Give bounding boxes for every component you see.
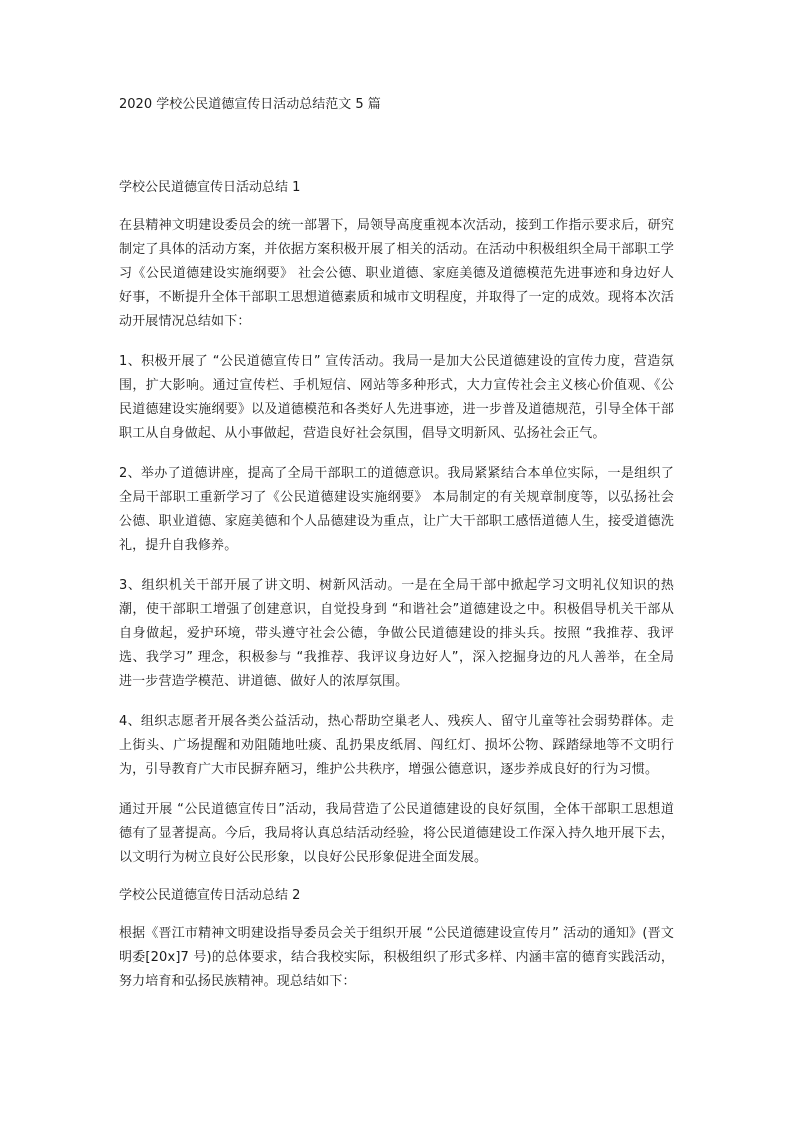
- paragraph: 1、积极开展了 “公民道德宣传日” 宣传活动。我局一是加大公民道德建设的宣传力度，营造氛围，扩大影响。通过宣传栏、手机短信、网站等多种形式，大力宣传社会主义核心价值观、《公民道德建设实施纲要》以及道德模范和各类好人先进事迹，进一步普及道德规范，引导全体干部职工从自身做起、从小事做起，营造良好社会氛围，倡导文明新风、弘扬社会正气。: [119, 354, 674, 441]
- paragraph: 根据《晋江市精神文明建设指导委员会关于组织开展 “公民道德建设宣传月” 活动的通知》(晋文明委[20x]7 号)的总体要求，结合我校实际，积极组织了形式多样、内涵丰富的德育实践活动，努力培育和弘扬民族精神。现总结如下：: [119, 926, 674, 989]
- paragraph: 2、举办了道德讲座，提高了全局干部职工的道德意识。我局紧紧结合本单位实际，一是组织了全局干部职工重新学习了《公民道德建设实施纲要》 本局制定的有关规章制度等，以弘扬社会公德、职业道德、家庭美德和个人品德建设为重点，让广大干部职工感悟道德人生，接受道德洗礼，提升自我修养。: [119, 466, 674, 553]
- paragraph: 3、组织机关干部开展了讲文明、树新风活动。一是在全局干部中掀起学习文明礼仪知识的热潮，使干部职工增强了创建意识，自觉投身到 “和谐社会”道德建设之中。积极倡导机关干部从自身做起，爱护环境，带头遵守社会公德，争做公民道德建设的排头兵。按照 “我推荐、我评选、我学习” 理念，积极参与 “我推荐、我评议身边好人”，深入挖掘身边的凡人善举，在全局进一步营造学模范、讲道德、做好人的浓厚氛围。: [119, 578, 674, 689]
- document-title: 2020 学校公民道德宣传日活动总结范文 5 篇: [119, 97, 381, 112]
- paragraph: 4、组织志愿者开展各类公益活动，热心帮助空巢老人、残疾人、留守儿童等社会弱势群体。走上街头、广场提醒和劝阻随地吐痰、乱扔果皮纸屑、闯红灯、损坏公物、踩踏绿地等不文明行为，引导教育广大市民摒弃陋习，维护公共秩序，增强公德意识，逐步养成良好的行为习惯。: [119, 714, 674, 777]
- paragraph: 在县精神文明建设委员会的统一部署下，局领导高度重视本次活动，接到工作指示要求后，研究制定了具体的活动方案，并依据方案积极开展了相关的活动。在活动中积极组织全局干部职工学习《公民道德建设实施纲要》 社会公德、职业道德、家庭美德及道德模范先进事迹和身边好人好事，不断提升全体干部职工思想道德素质和城市文明程度，并取得了一定的成效。现将本次活动开展情况总结如下：: [119, 218, 674, 329]
- section-heading-2: 学校公民道德宣传日活动总结 2: [119, 888, 301, 903]
- paragraph: 通过开展 “公民道德宣传日”活动，我局营造了公民道德建设的良好氛围，全体干部职工思想道德有了显著提高。今后，我局将认真总结活动经验，将公民道德建设工作深入持久地开展下去，以文明行为树立良好公民形象，以良好公民形象促进全面发展。: [119, 802, 674, 865]
- section-heading-1: 学校公民道德宣传日活动总结 1: [119, 180, 301, 195]
